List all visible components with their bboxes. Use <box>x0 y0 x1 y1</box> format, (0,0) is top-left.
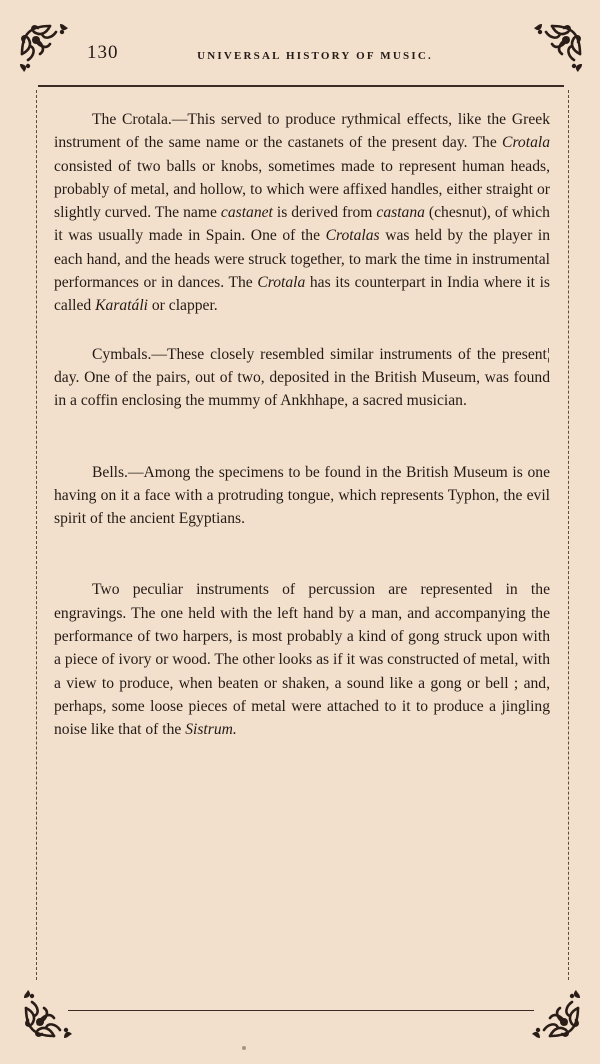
italic-term: castana <box>376 204 425 222</box>
page-header <box>0 40 600 70</box>
italic-term: Karatáli <box>95 297 148 315</box>
italic-term: castanet <box>220 204 273 222</box>
text-run: consisted of two balls or knobs, sometimes made to represent human heads, probably of metal, and hollow, to which were affixed handles, either straight or slightly curved. The name <box>54 157 550 222</box>
running-head: UNIVERSAL HISTORY OF MUSIC. <box>197 50 433 62</box>
text-run: was held by the player in each hand, and the heads were struck together, to mark the time in instrumental performances or in dances. The <box>54 227 550 292</box>
italic-term: Sistrum. <box>185 721 237 739</box>
italic-term: Crotala <box>502 134 550 152</box>
paragraph-bells: Bells.—Among the specimens to be found in the British Museum is one having on it a face with a protruding tongue, which represents Typhon, the evil spirit of the ancient Egyptians. <box>54 463 550 528</box>
italic-term: Crotala <box>257 274 306 292</box>
page-number: 130 <box>87 42 119 63</box>
paper-speck <box>242 1046 246 1050</box>
body-text <box>54 108 550 742</box>
paragraph-crotala <box>54 108 550 318</box>
text-run: is derived from <box>272 204 377 222</box>
paragraph-percussion <box>54 578 550 741</box>
text-run: or clapper. <box>147 297 218 315</box>
bottom-rule <box>68 1010 534 1011</box>
paragraph-cymbals: Cymbals.—These closely resembled similar instruments of the present¦ day. One of the pairs, out of two, deposited in the British Museum, was found in a coffin enclosing the mummy of Ankhhape, a sacred musician. <box>54 345 550 410</box>
text-run: has its counterpart in India where it is called <box>54 274 550 315</box>
top-rule <box>38 85 564 87</box>
right-border-rule <box>568 90 569 980</box>
italic-term: Crotalas <box>325 227 380 245</box>
text-run: Two peculiar instruments of percussion are represented in the engravings. The one held with the left hand by a man, and accompanying the performance of two harpers, is most probably a kind of gong struck upon with a piece of ivory or wood. The other looks as if it was constructed of metal, with a view to produce, when beaten or shaken, a sound like a gong or bell ; and, perhaps, some loose pieces of metal were attached to it to produce a jingling noise like that of the <box>54 581 550 739</box>
text-run: (chesnut), of which it was usually made in Spain. One of the <box>54 204 550 245</box>
text-run: The Crotala.—This served to produce rythmical effects, like the Greek instrument of the same name or the castanets of the present day. The <box>54 111 550 152</box>
left-border-rule <box>36 90 37 980</box>
